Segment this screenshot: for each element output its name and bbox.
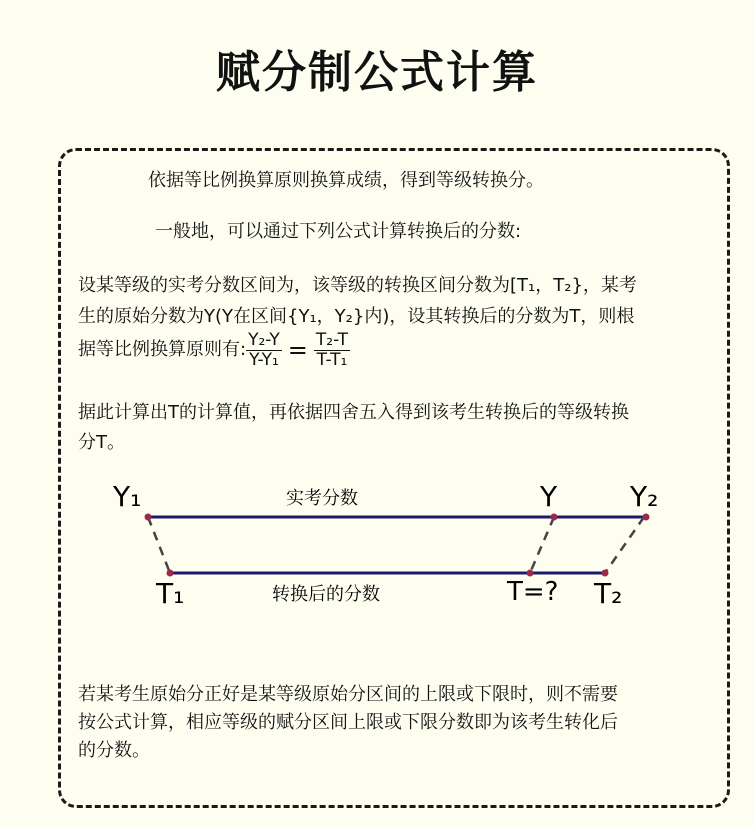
label-t2: T₂ [594, 577, 623, 610]
formula-left-numerator: Y₂-Y [248, 329, 280, 350]
formula-equals: = [287, 336, 308, 364]
conversion-diagram [0, 470, 754, 620]
intro-paragraph: 依据等比例换算原则换算成绩，得到等级转换分。 [148, 170, 544, 191]
note-line-2: 按公式计算，相应等级的赋分区间上限或下限分数即为该考生转化后 [78, 712, 618, 733]
calculation-line-1: 据此计算出T的计算值，再依据四舍五入得到该考生转换后的等级转换 [78, 402, 629, 423]
formula-right-numerator: T₂-T [315, 329, 349, 350]
point-y2 [643, 514, 650, 521]
page-title: 赋分制公式计算 [216, 47, 538, 98]
point-t2 [602, 570, 609, 577]
point-y1 [145, 514, 152, 521]
connector-y1-t1 [148, 517, 170, 573]
definition-line-3 [78, 330, 350, 370]
formula-left-denominator: Y-Y₁ [249, 349, 279, 370]
definition-line-2: 生的原始分数为Y(Y在区间{Y₁，Y₂}内)，设其转换后的分数为T，则根 [78, 306, 635, 327]
connector-y2-t2 [605, 517, 644, 573]
definition-line-1: 设某等级的实考分数区间为，该等级的转换区间分数为[T₁，T₂}，某考 [78, 275, 637, 296]
label-y: Y [540, 480, 558, 513]
label-converted-score: 转换后的分数 [272, 584, 380, 605]
label-t1: T₁ [156, 577, 185, 610]
connector-y-t [530, 517, 554, 573]
formula-right-fraction [314, 331, 350, 370]
calculation-line-2: 分T。 [78, 432, 125, 453]
note-line-3: 的分数。 [78, 740, 150, 761]
formula-right-denominator: T-T₁ [316, 349, 348, 370]
formula-prefix: 据等比例换算原则有: [78, 339, 247, 360]
point-t1 [167, 570, 174, 577]
formula-left-fraction [246, 331, 282, 370]
label-t: T=? [507, 577, 559, 607]
label-y2: Y₂ [630, 480, 659, 513]
method-paragraph: 一般地，可以通过下列公式计算转换后的分数: [155, 221, 522, 242]
note-line-1: 若某考生原始分正好是某等级原始分区间的上限或下限时，则不需要 [78, 684, 618, 705]
label-raw-score: 实考分数 [286, 488, 358, 509]
point-y [551, 514, 558, 521]
point-t [527, 570, 534, 577]
label-y1: Y₁ [113, 480, 142, 513]
